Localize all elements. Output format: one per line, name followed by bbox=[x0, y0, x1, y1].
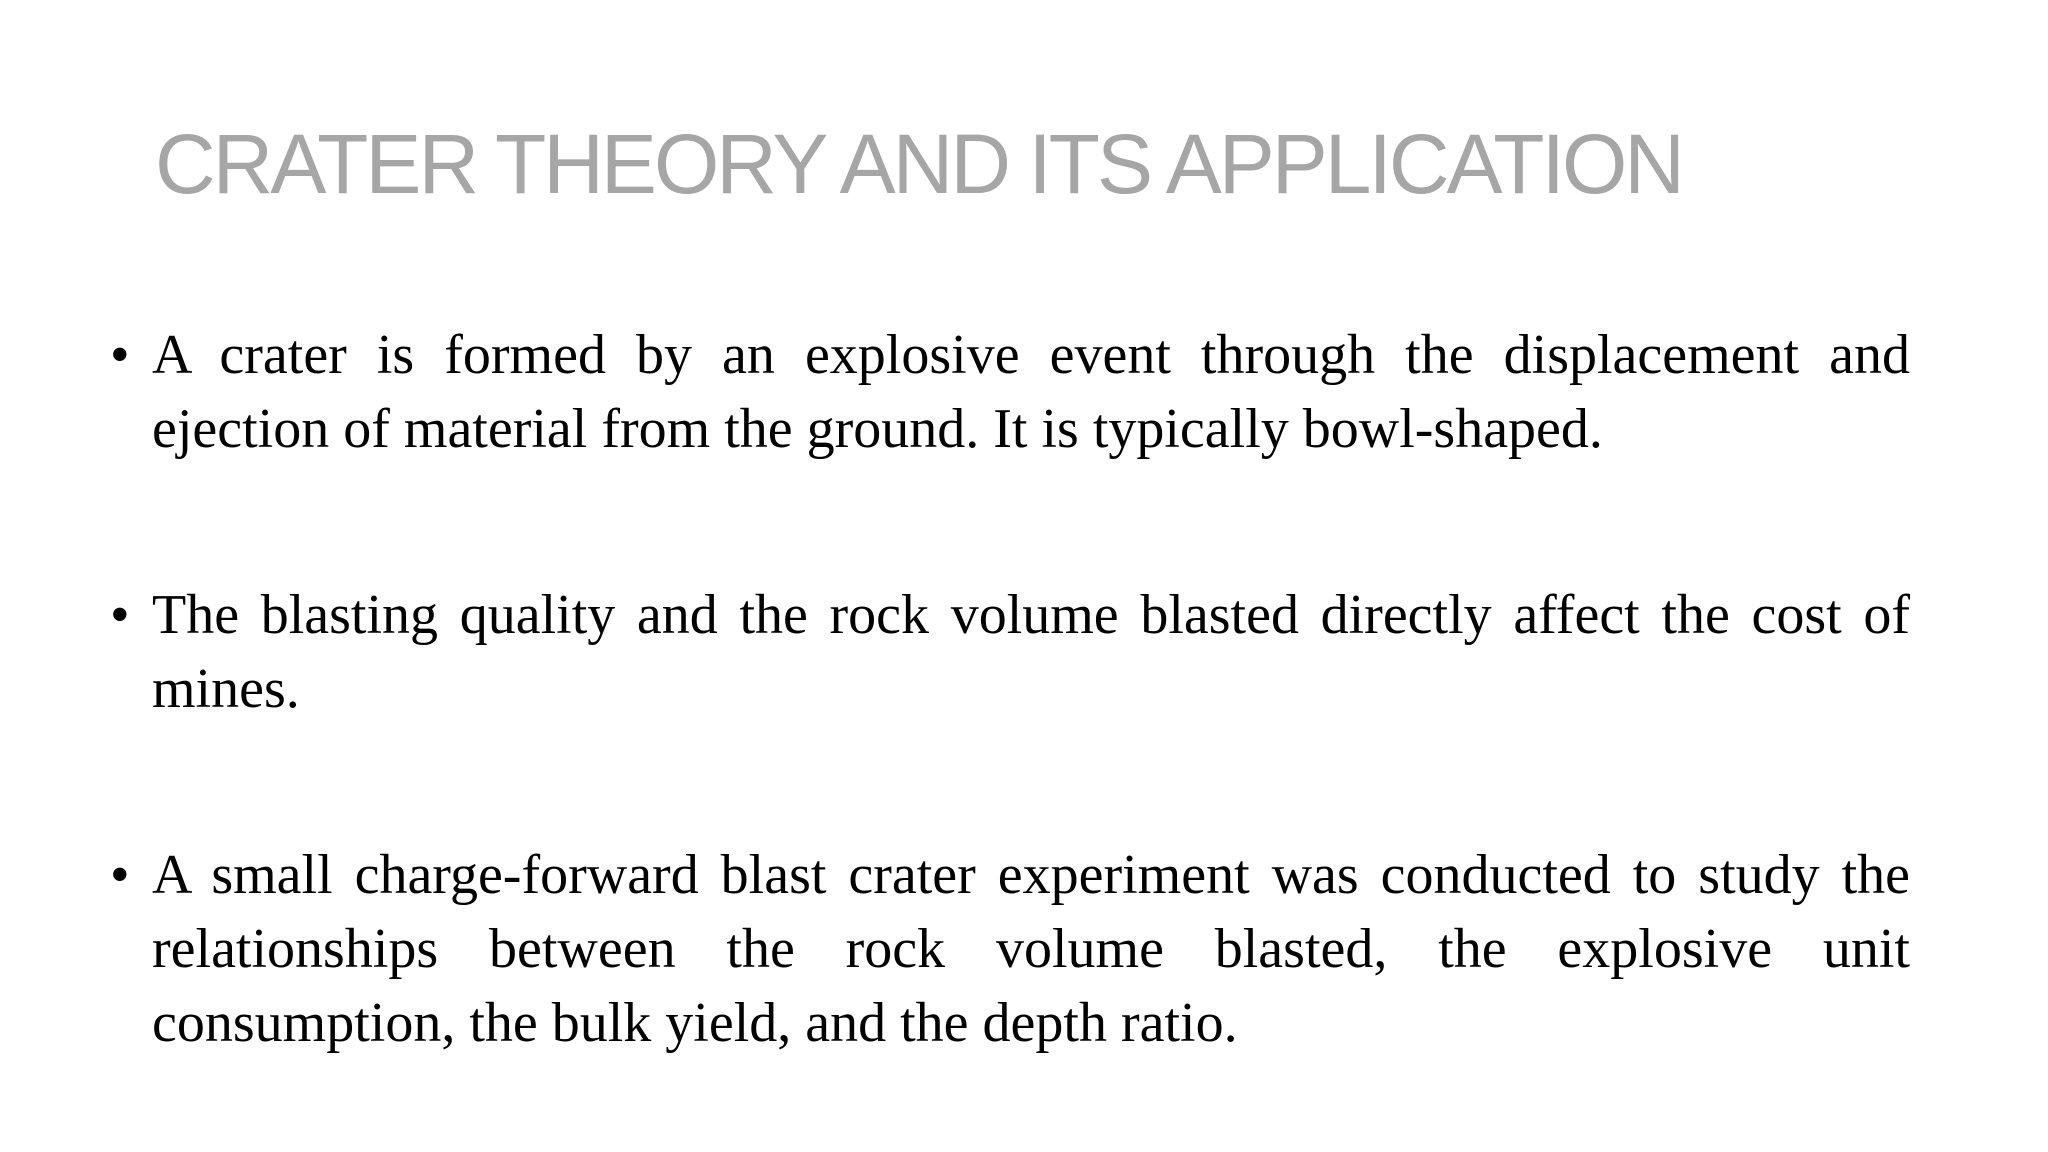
slide-title: CRATER THEORY AND ITS APPLICATION bbox=[155, 117, 1682, 211]
bullet-item bbox=[110, 838, 1910, 1060]
bullet-text: The blasting quality and the rock volume blasted directly affect the cost of mines. bbox=[152, 584, 1910, 720]
bullet-dot-icon: • bbox=[110, 584, 130, 646]
bullet-text: A small charge-forward blast crater experiment was conducted to study the relationships between the rock volume blasted, the explosive unit consumption, the bulk yield, and the depth ratio. bbox=[152, 844, 1910, 1054]
bullet-list bbox=[110, 318, 1910, 1060]
bullet-dot-icon: • bbox=[110, 844, 130, 906]
bullet-item bbox=[110, 578, 1910, 726]
bullet-item bbox=[110, 318, 1910, 466]
bullet-dot-icon: • bbox=[110, 324, 130, 386]
bullet-text: A crater is formed by an explosive event through the displacement and ejection of material from the ground. It is typically bowl-shaped. bbox=[152, 324, 1910, 460]
